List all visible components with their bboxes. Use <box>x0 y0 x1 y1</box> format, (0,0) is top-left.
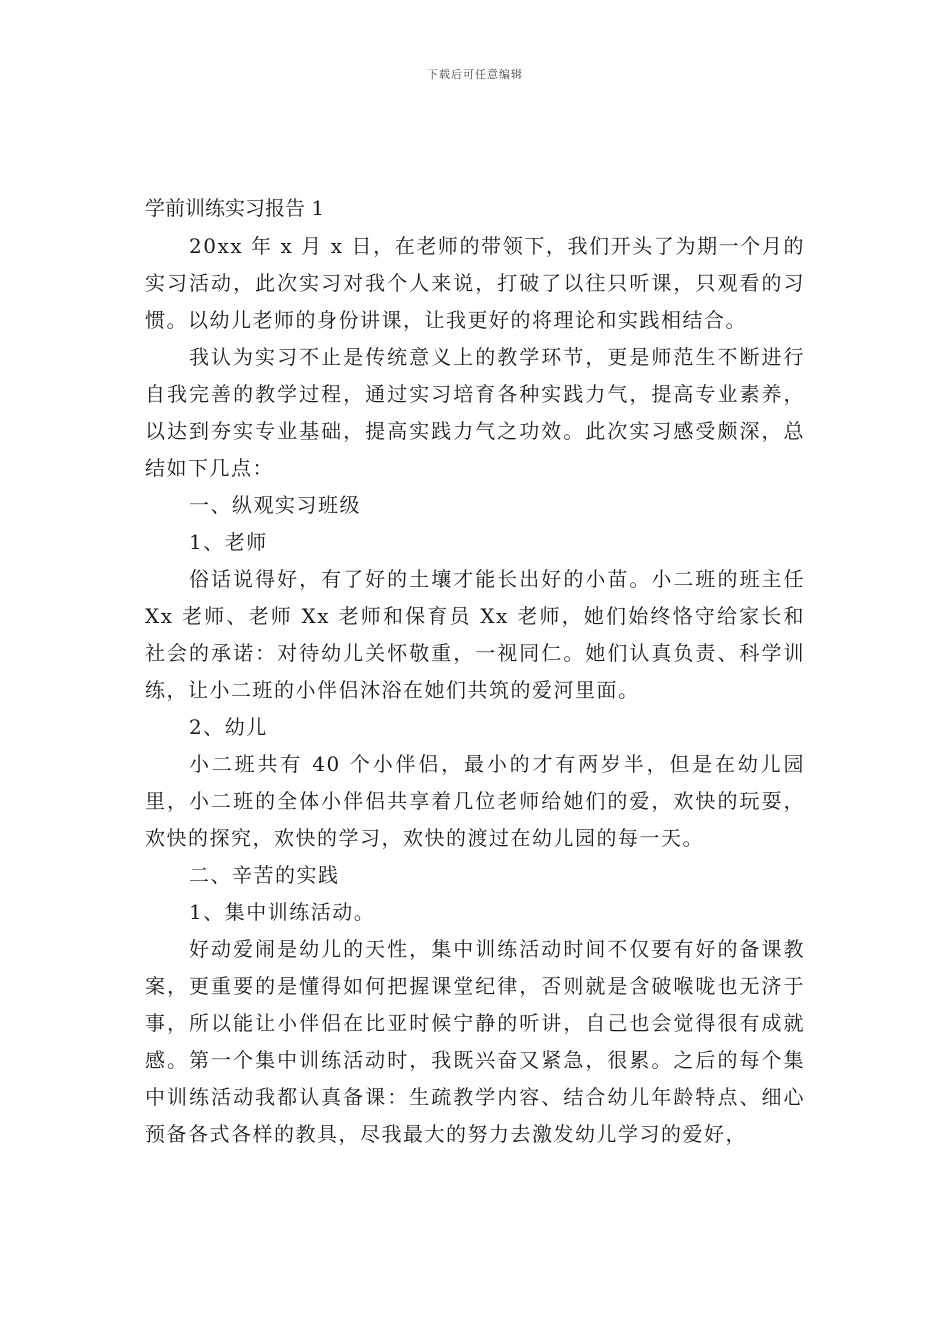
body-paragraph: 20xx 年 x 月 x 日，在老师的带领下，我们开头了为期一个月的实习活动，此次实习对我个人来说，打破了以往只听课，只观看的习惯。以幼儿老师的身份讲课，让我更好的将理论和实践相结合。 <box>145 234 805 332</box>
document-title: 学前训练实习报告 1 <box>145 196 325 220</box>
section-heading: 1、老师 <box>189 530 268 554</box>
body-paragraph: 我认为实习不止是传统意义上的教学环节，更是师范生不断进行自我完善的教学过程，通过实习培育各种实践力气，提高专业素养，以达到夯实专业基础，提高实践力气之功效。此次实习感受颇深，总结如下几点： <box>145 345 805 480</box>
section-heading: 一、纵观实习班级 <box>189 493 361 517</box>
section-heading: 2、幼儿 <box>189 715 268 739</box>
section-heading: 1、集中训练活动。 <box>189 900 376 924</box>
document-body <box>145 190 805 1153</box>
document-content <box>145 228 805 1153</box>
body-paragraph: 好动爱闹是幼儿的天性，集中训练活动时间不仅要有好的备课教案，更重要的是懂得如何把握课堂纪律，否则就是含破喉咙也无济于事，所以能让小伴侣在比亚时候宁静的听讲，自己也会觉得很有成就感。第一个集中训练活动时，我既兴奋又紧急，很累。之后的每个集中训练活动我都认真备课：生疏教学内容、结合幼儿年龄特点、细心预备各式各样的教具，尽我最大的努力去激发幼儿学习的爱好， <box>145 937 805 1146</box>
section-heading: 二、辛苦的实践 <box>189 863 340 887</box>
body-paragraph: 小二班共有 40 个小伴侣，最小的才有两岁半，但是在幼儿园里，小二班的全体小伴侣共享着几位老师给她们的爱，欢快的玩耍，欢快的探究，欢快的学习，欢快的渡过在幼儿园的每一天。 <box>145 752 805 850</box>
page-header-note: 下载后可任意编辑 <box>427 68 523 81</box>
body-paragraph: 俗话说得好，有了好的土壤才能长出好的小苗。小二班的班主任 Xx 老师、老师 Xx 老师和保育员 Xx 老师，她们始终恪守给家长和社会的承诺：对待幼儿关怀敬重，一视同仁。她们认真负责、科学训练，让小二班的小伴侣沐浴在她们共筑的爱河里面。 <box>145 567 805 702</box>
